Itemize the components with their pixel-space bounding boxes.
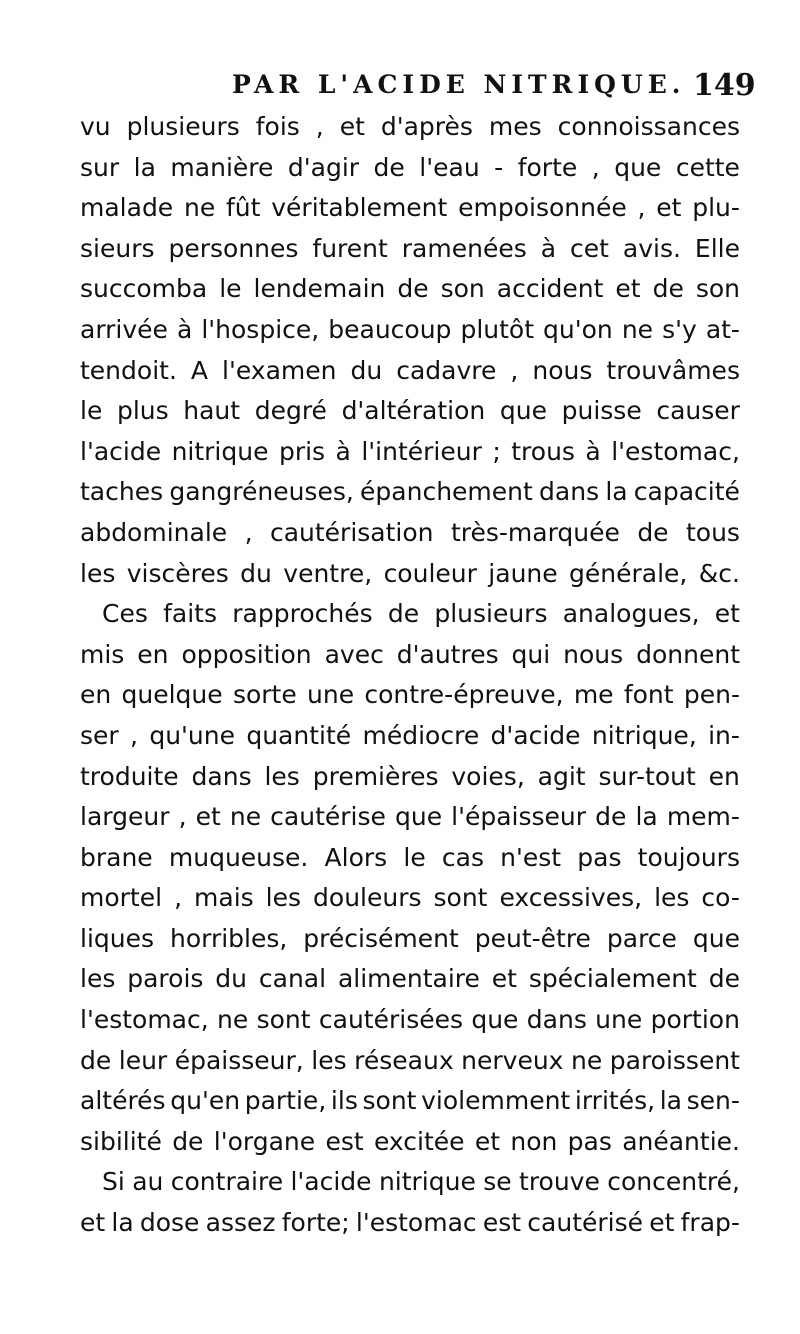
word: au: [132, 1167, 164, 1197]
word: tendoit.: [80, 355, 177, 385]
word: ;: [492, 436, 501, 466]
word: que: [499, 396, 547, 426]
word: premières: [312, 761, 439, 791]
word: et: [656, 193, 682, 223]
word: que: [692, 923, 740, 953]
word: est: [325, 1126, 364, 1156]
word: co-: [701, 883, 740, 913]
word: puisse: [561, 396, 642, 426]
word: à: [540, 233, 557, 263]
word: voies,: [451, 761, 525, 791]
word: frap-: [680, 1208, 740, 1238]
word: empoisonnée: [458, 193, 627, 223]
word: dans: [539, 477, 600, 507]
word: spécialement: [528, 964, 697, 994]
word: excitée: [373, 1126, 465, 1156]
word: nous: [563, 639, 624, 669]
word: liques: [80, 923, 155, 953]
word: plus: [116, 396, 169, 426]
word: générale,: [569, 558, 688, 588]
word: l'acide: [80, 436, 162, 466]
word: jaune: [488, 558, 558, 588]
word: non: [510, 1126, 558, 1156]
word: trous: [511, 436, 575, 466]
word: opposition: [181, 639, 312, 669]
word: pas: [567, 1126, 612, 1156]
word: mes: [488, 112, 542, 141]
word: à: [585, 436, 601, 466]
word: ne: [183, 193, 216, 223]
word: avec: [324, 639, 384, 669]
word: à: [335, 436, 351, 466]
word: qu'en: [170, 1086, 241, 1116]
word: le: [219, 274, 242, 304]
word: pris: [278, 436, 326, 466]
word: malade: [80, 193, 174, 223]
word: largeur: [80, 802, 170, 832]
word: épanchement: [360, 477, 533, 507]
word: quelque: [121, 680, 223, 710]
word: en: [137, 639, 169, 669]
word: manière: [170, 152, 274, 182]
word: leur: [118, 1045, 168, 1075]
word: sur-tout: [598, 761, 696, 791]
word: les: [265, 883, 302, 913]
word: cautérisées: [318, 1005, 464, 1035]
word: l'estomac: [355, 1208, 477, 1238]
word: et: [339, 112, 365, 141]
word: fût: [226, 193, 261, 223]
word: abdominale: [80, 517, 228, 547]
word: et: [80, 1208, 106, 1238]
word: d'acide: [490, 720, 581, 750]
word: en: [708, 761, 740, 791]
word: d'altération: [341, 396, 486, 426]
word: excessives,: [499, 883, 643, 913]
word: d'après: [380, 112, 473, 141]
word: et: [649, 1208, 675, 1238]
word: trouve: [519, 1167, 600, 1197]
text-line: [80, 391, 740, 432]
word: dans: [526, 1005, 587, 1035]
word: du: [350, 355, 383, 385]
word: ventre,: [283, 558, 373, 588]
word: arrivée: [80, 314, 168, 344]
word: degré: [254, 396, 327, 426]
word: canal: [258, 964, 327, 994]
word: de: [80, 1045, 112, 1075]
word: de: [652, 274, 684, 304]
word: Alors: [324, 842, 388, 872]
text-line: [80, 554, 740, 595]
text-line: [80, 1000, 740, 1041]
word: portion: [650, 1005, 740, 1035]
word: couleur: [383, 558, 477, 588]
text-line: [80, 432, 740, 473]
text-line: [80, 351, 740, 392]
word: assez: [205, 1208, 276, 1238]
word: la: [659, 1086, 682, 1116]
text-line: [80, 1122, 740, 1163]
word: une: [307, 680, 355, 710]
word: son: [440, 274, 485, 304]
word: l'examen: [222, 355, 337, 385]
word: de: [595, 802, 627, 832]
word: de: [172, 1126, 204, 1156]
word: n'est: [500, 842, 562, 872]
word: du: [240, 558, 272, 588]
word: et: [714, 599, 740, 629]
word: que: [471, 1005, 519, 1035]
text-line: [80, 838, 740, 879]
word: personnes: [168, 233, 299, 263]
text-line: [80, 716, 740, 757]
word: Ces: [102, 599, 148, 629]
word: horribles,: [169, 923, 288, 953]
word: partie,: [244, 1086, 327, 1116]
word: nitrique: [171, 436, 269, 466]
word: mis: [80, 639, 125, 669]
word: les: [311, 1045, 347, 1075]
word: plu-: [692, 193, 740, 223]
word: me: [573, 680, 614, 710]
word: nitrique: [378, 1167, 476, 1197]
text-line: [80, 229, 740, 270]
word: l'organe: [213, 1126, 316, 1156]
word: les: [264, 761, 300, 791]
word: Si: [102, 1167, 125, 1197]
word: le: [403, 842, 426, 872]
word: cautérisé: [527, 1208, 644, 1238]
word: gangréneuses,: [169, 477, 354, 507]
word: parce: [606, 923, 677, 953]
text-line: [80, 1041, 740, 1082]
word: d'agir: [287, 152, 360, 182]
word: ,: [174, 883, 183, 913]
word: ,: [315, 112, 324, 141]
word: paroissent: [609, 1045, 740, 1075]
word: réseaux: [354, 1045, 454, 1075]
word: A: [190, 355, 209, 385]
word: de: [637, 517, 669, 547]
word: ,: [130, 720, 138, 750]
text-line: [80, 675, 740, 716]
word: la: [635, 802, 658, 832]
text-line: [80, 1081, 740, 1122]
word: ne: [229, 802, 262, 832]
word: de: [708, 964, 740, 994]
word: l'intérieur: [361, 436, 482, 466]
word: in-: [708, 720, 740, 750]
word: les: [654, 883, 690, 913]
word: le: [80, 396, 103, 426]
word: sorte: [232, 680, 297, 710]
word: faits: [163, 599, 218, 629]
word: cet: [570, 233, 609, 263]
word: médiocre: [362, 720, 480, 750]
word: ne: [621, 314, 654, 344]
word: cadavre: [396, 355, 497, 385]
word: alimentaire: [337, 964, 480, 994]
text-line: [80, 635, 740, 676]
word: la: [133, 152, 156, 182]
body-text: [80, 107, 740, 1244]
word: et: [195, 802, 221, 832]
word: de: [387, 599, 420, 629]
word: brane: [80, 842, 153, 872]
word: muqueuse.: [168, 842, 309, 872]
word: anéantie.: [622, 1126, 740, 1156]
word: douleurs: [313, 883, 422, 913]
word: dans: [191, 761, 252, 791]
word: concentré,: [607, 1167, 740, 1197]
word: pen-: [683, 680, 740, 710]
word: &c.: [698, 558, 740, 588]
text-line: [80, 148, 740, 189]
word: agit: [537, 761, 586, 791]
word: taches: [80, 477, 164, 507]
word: une: [595, 1005, 643, 1035]
text-line: [80, 472, 740, 513]
word: ne: [217, 1005, 249, 1035]
word: de: [373, 152, 405, 182]
word: haut: [183, 396, 241, 426]
word: analogues,: [562, 599, 700, 629]
word: beaucoup: [328, 314, 452, 344]
text-line: [80, 188, 740, 229]
word: connoissances: [557, 112, 740, 141]
word: à: [176, 314, 193, 344]
word: qui: [511, 639, 551, 669]
word: donnent: [636, 639, 740, 669]
word: vu: [80, 112, 111, 141]
word: cautérisation: [269, 517, 434, 547]
word: sont: [433, 883, 488, 913]
word: rapprochés: [232, 599, 373, 629]
word: avis.: [622, 233, 681, 263]
word: lendemain: [253, 274, 386, 304]
text-line: [80, 959, 740, 1000]
word: l'eau: [419, 152, 480, 182]
text-line: [80, 919, 740, 960]
word: accident: [496, 274, 604, 304]
word: Elle: [694, 233, 740, 263]
word: mais: [194, 883, 254, 913]
word: d'autres: [396, 639, 499, 669]
text-line: [80, 1203, 740, 1244]
word: ,: [591, 152, 600, 182]
word: ramenées: [401, 233, 527, 263]
word: sieurs: [80, 233, 155, 263]
running-head: [0, 66, 800, 106]
word: contraire: [170, 1167, 284, 1197]
word: violemment: [421, 1086, 571, 1116]
word: plutôt: [460, 314, 535, 344]
word: les: [80, 964, 116, 994]
page-number: 149: [693, 68, 756, 103]
word: altérés: [80, 1086, 166, 1116]
word: et: [491, 964, 517, 994]
word: plusieurs: [434, 599, 548, 629]
text-line: [80, 797, 740, 838]
word: font: [623, 680, 674, 710]
text-line: [80, 107, 740, 148]
word: cas: [441, 842, 484, 872]
word: très-marquée: [450, 517, 620, 547]
text-line-paragraph-start: [80, 594, 740, 635]
word: forte: [517, 152, 578, 182]
word: se: [483, 1167, 512, 1197]
word: les: [80, 558, 116, 588]
word: l'hospice,: [201, 314, 320, 344]
word: et: [474, 1126, 501, 1156]
word: fois: [255, 112, 300, 141]
word: précisément: [303, 923, 459, 953]
word: viscères: [126, 558, 229, 588]
word: l'estomac,: [611, 436, 740, 466]
word: et: [615, 274, 641, 304]
text-line: [80, 310, 740, 351]
word: qu'une: [149, 720, 235, 750]
word: -: [494, 152, 504, 182]
text-line: [80, 878, 740, 919]
word: véritablement: [271, 193, 448, 223]
word: dose: [139, 1208, 200, 1238]
word: troduite: [80, 761, 179, 791]
word: l'acide: [290, 1167, 372, 1197]
word: sont: [256, 1005, 311, 1035]
word: mem-: [666, 802, 740, 832]
word: trouvâmes: [606, 355, 740, 385]
word: s'y: [662, 314, 697, 344]
word: du: [215, 964, 248, 994]
word: ,: [510, 355, 519, 385]
word: que: [614, 152, 662, 182]
word: son: [695, 274, 740, 304]
word: sur: [80, 152, 120, 182]
word: pas: [577, 842, 622, 872]
word: la: [111, 1208, 134, 1238]
word: contre-épreuve,: [364, 680, 564, 710]
word: ser: [80, 720, 119, 750]
word: plusieurs: [126, 112, 240, 141]
word: irrités,: [574, 1086, 656, 1116]
word: nitrique,: [591, 720, 697, 750]
word: qu'on: [543, 314, 613, 344]
word: furent: [312, 233, 388, 263]
word: ne: [571, 1045, 603, 1075]
word: cette: [675, 152, 740, 182]
word: sen-: [686, 1086, 740, 1116]
word: en: [80, 680, 112, 710]
word: ,: [178, 802, 187, 832]
word: est: [482, 1208, 522, 1238]
word: la: [605, 477, 628, 507]
word: l'épaisseur: [451, 802, 587, 832]
word: l'estomac,: [80, 1005, 209, 1035]
word: nerveux: [461, 1045, 564, 1075]
word: mortel: [80, 883, 163, 913]
word: de: [397, 274, 429, 304]
word: capacité: [633, 477, 740, 507]
word: peut-être: [474, 923, 591, 953]
word: succomba: [80, 274, 208, 304]
word: causer: [656, 396, 740, 426]
word: forte;: [281, 1208, 350, 1238]
text-line: [80, 269, 740, 310]
text-line: [80, 513, 740, 554]
word: parois: [127, 964, 204, 994]
word: ,: [637, 193, 646, 223]
word: sibilité: [80, 1126, 162, 1156]
text-line-paragraph-start: [80, 1162, 740, 1203]
text-line: [80, 757, 740, 798]
word: sont: [362, 1086, 417, 1116]
word: quantité: [246, 720, 352, 750]
word: épaisseur,: [174, 1045, 304, 1075]
running-title: PAR L'ACIDE NITRIQUE.: [232, 70, 686, 99]
word: tous: [685, 517, 740, 547]
word: ,: [244, 517, 253, 547]
word: ils: [330, 1086, 358, 1116]
word: toujours: [637, 842, 740, 872]
word: que: [394, 802, 443, 832]
word: nous: [532, 355, 593, 385]
word: at-: [705, 314, 740, 344]
word: cautérise: [270, 802, 386, 832]
